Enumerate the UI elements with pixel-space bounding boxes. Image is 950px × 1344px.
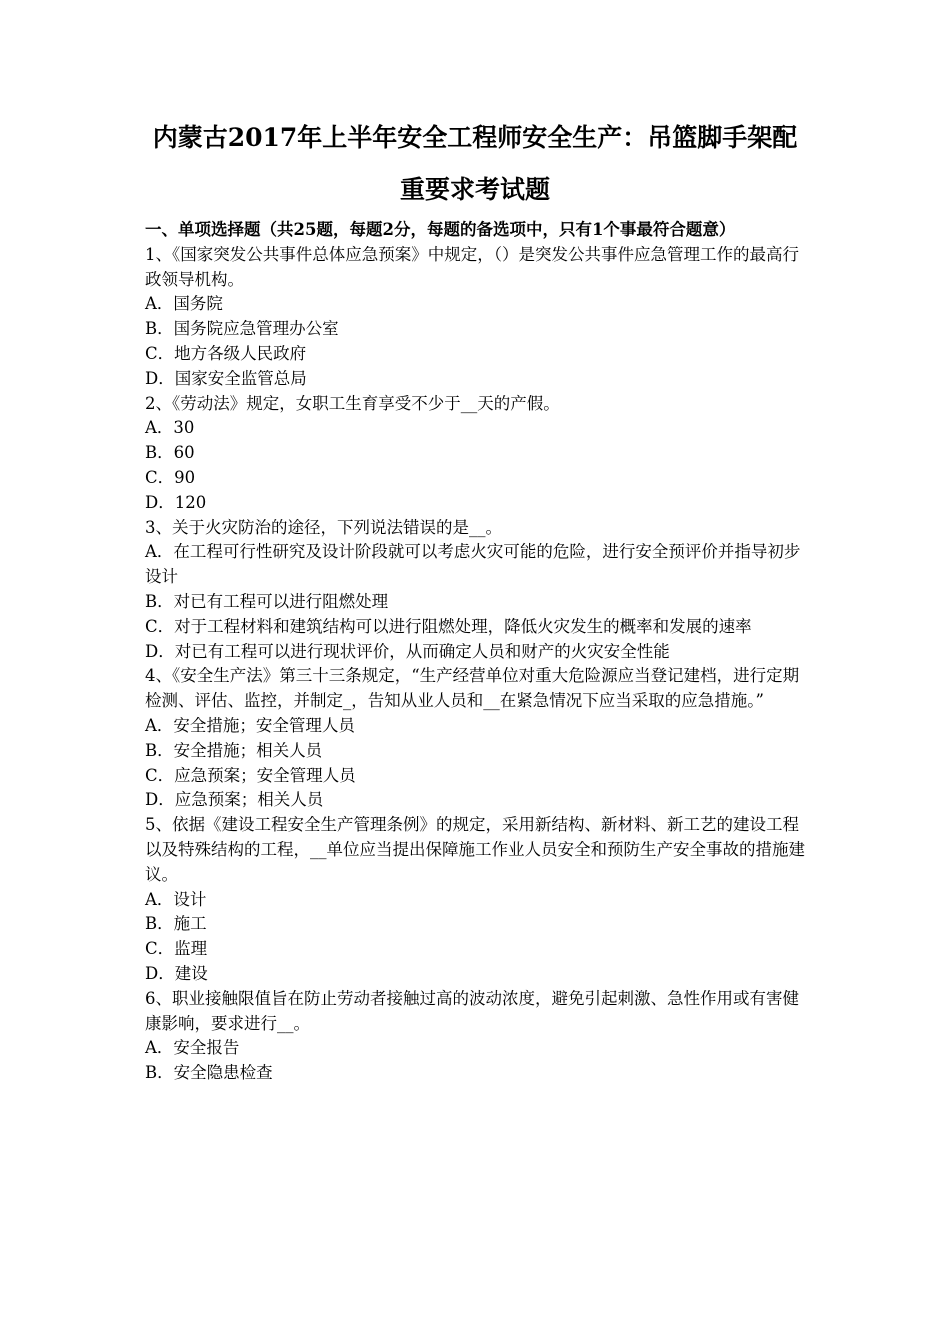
question-stem: 6、职业接触限值旨在防止劳动者接触过高的波动浓度，避免引起刺激、急性作用或有害健康影响，要求进行__。 (145, 988, 799, 1033)
title-line-2: 重要求考试题 (399, 175, 550, 204)
question-4 (145, 664, 810, 813)
option: A．30 (145, 418, 195, 438)
option: C．监理 (145, 939, 208, 959)
option: C．90 (145, 467, 196, 487)
option: C．对于工程材料和建筑结构可以进行阻燃处理，降低火灾发生的概率和发展的速率 (145, 616, 752, 636)
option: D．国家安全监管总局 (145, 368, 307, 388)
section-heading: 一、单项选择题（共25题，每题2分，每题的备选项中，只有1个事最符合题意） (145, 220, 736, 239)
question-1 (145, 243, 810, 392)
option: D．建设 (145, 963, 208, 983)
option: C．地方各级人民政府 (145, 343, 307, 363)
question-stem: 2、《劳动法》规定，女职工生育享受不少于__天的产假。 (145, 393, 560, 413)
option: A．安全报告 (145, 1038, 240, 1058)
question-6 (145, 987, 810, 1086)
question-stem: 5、依据《建设工程安全生产管理条例》的规定，采用新结构、新材料、新工艺的建设工程以及特殊结构的工程，__单位应当提出保障施工作业人员安全和预防生产安全事故的措施建议。 (145, 815, 805, 884)
option: A．设计 (145, 889, 207, 909)
option: A．安全措施；安全管理人员 (145, 715, 355, 735)
option: B．安全措施；相关人员 (145, 740, 323, 760)
document-title (110, 112, 840, 216)
question-2 (145, 392, 810, 516)
question-stem: 4、《安全生产法》第三十三条规定，“生产经营单位对重大危险源应当登记建档，进行定期检测、评估、监控，并制定_，告知从业人员和__在紧急情况下应当采取的应急措施。” (145, 666, 800, 711)
option: A．在工程可行性研究及设计阶段就可以考虑火灾可能的危险，进行安全预评价并指导初步设计 (145, 542, 801, 587)
document-body (145, 218, 810, 1086)
question-3 (145, 516, 810, 665)
title-line-1: 内蒙古2017年上半年安全工程师安全生产：吊篮脚手架配 (152, 123, 798, 152)
option: B．60 (145, 443, 195, 463)
question-stem: 3、关于火灾防治的途径，下列说法错误的是__。 (145, 517, 502, 537)
option: B．安全隐患检查 (145, 1063, 273, 1083)
option: D．对已有工程可以进行现状评价，从而确定人员和财产的火灾安全性能 (145, 641, 670, 661)
option: D．应急预案；相关人员 (145, 790, 324, 810)
option: B．国务院应急管理办公室 (145, 319, 339, 339)
option: D．120 (145, 492, 207, 512)
option: B．施工 (145, 914, 207, 934)
option: B．对已有工程可以进行阻燃处理 (145, 591, 389, 611)
option: A．国务院 (145, 294, 223, 314)
option: C．应急预案；安全管理人员 (145, 765, 356, 785)
question-stem: 1、《国家突发公共事件总体应急预案》中规定，（）是突发公共事件应急管理工作的最高行政领导机构。 (145, 244, 799, 289)
question-5 (145, 813, 810, 987)
